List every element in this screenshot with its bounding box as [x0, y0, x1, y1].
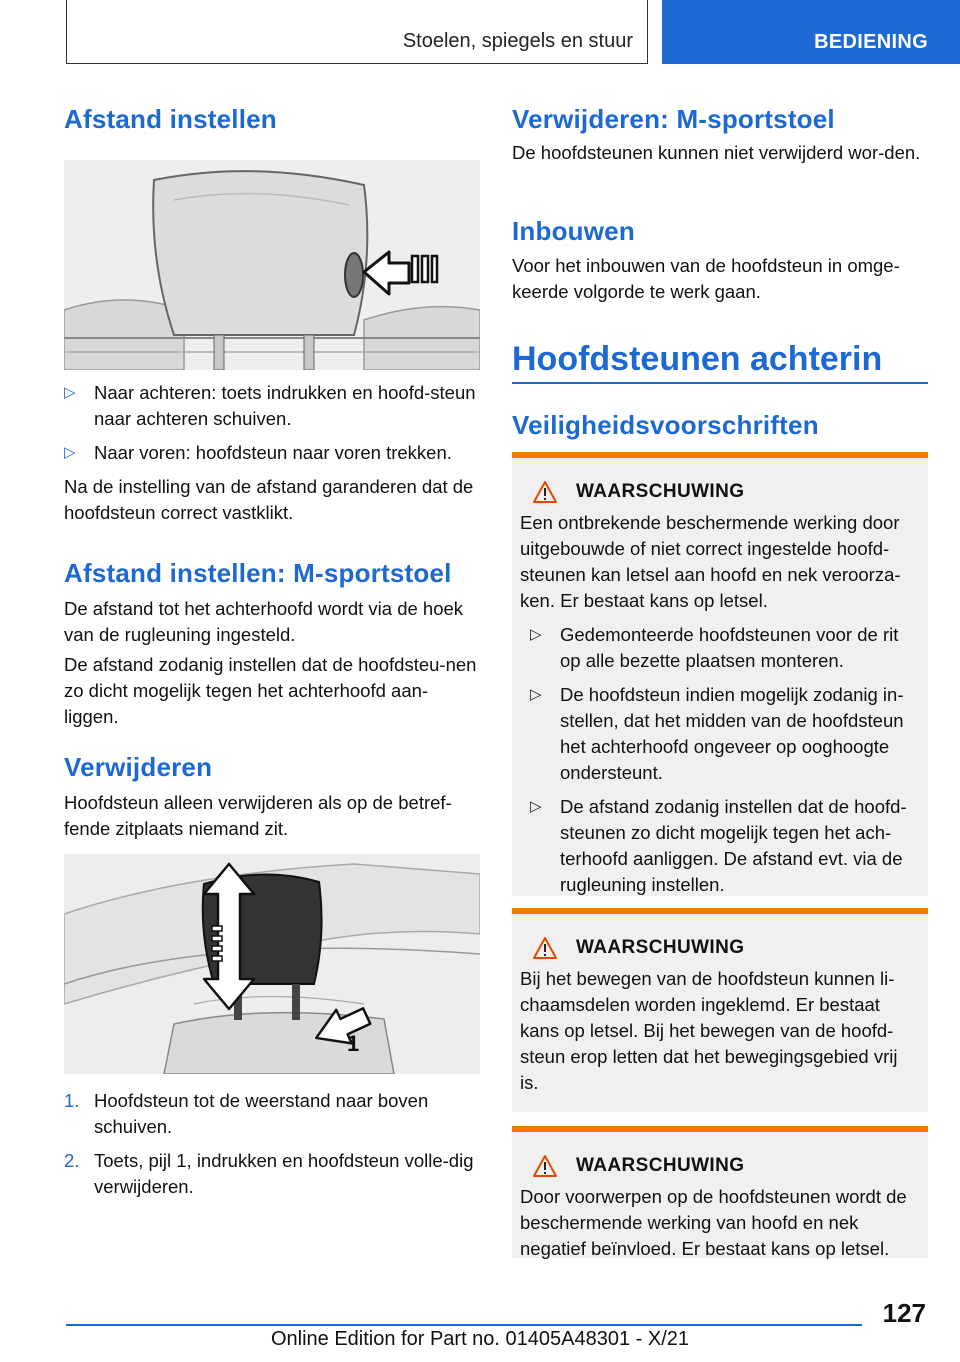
warning-text: Bij het bewegen van de hoofdsteun kunnen li-chaamsdelen worden ingeklemd. Er bestaat kans op letsel. Bij het bewegen van de hoofd-steun erop letten dat het bewegingsgebied vrij is. — [520, 968, 898, 1093]
list-item: 2. Toets, pijl 1, indrukken en hoofdsteun volle-dig verwijderen. — [64, 1150, 474, 1197]
list-item: 1. Hoofdsteun tot de weerstand naar boven schuiven. — [64, 1090, 429, 1137]
heading-distance: Afstand instellen — [64, 104, 277, 134]
warning-box-1 — [512, 452, 928, 896]
remove-msport-paragraph: De hoofdsteunen kunnen niet verwijderd wor-den. — [512, 142, 921, 163]
msport-paragraph-1: De afstand tot het achterhoofd wordt via de hoek van de rugleuning ingesteld. — [64, 598, 464, 645]
page-number: 127 — [882, 1298, 926, 1328]
list-item: ▷ Gedemonteerde hoofdsteunen voor de rit op alle bezette plaatsen monteren. — [530, 624, 899, 671]
triangle-bullet-icon: ▷ — [530, 798, 542, 815]
warning-box-3 — [512, 1126, 928, 1258]
footer-rule — [66, 1324, 862, 1326]
figure-headrest-distance — [64, 160, 480, 370]
warning-title: WAARSCHUWING — [576, 1155, 745, 1176]
heading-install: Inbouwen — [512, 216, 635, 246]
warning-title-row — [532, 936, 918, 960]
triangle-bullet-icon: ▷ — [64, 444, 76, 461]
heading-rear-headrests: Hoofdsteunen achterin — [512, 340, 883, 378]
warning-box-2 — [512, 908, 928, 1112]
list-item: ▷ De hoofdsteun indien mogelijk zodanig in-stellen, dat het midden van de hoofdsteun het achterhoofd ongeveer op ooghoogte ondersteunt. — [530, 684, 904, 783]
list-item: ▷ Naar voren: hoofdsteun naar voren trekken. — [64, 440, 480, 466]
list-item: ▷ De afstand zodanig instellen dat de hoofd-steunen zo dicht mogelijk tegen het ach-terhoofd aanliggen. De afstand evt. via de rugleuning instellen. — [530, 796, 907, 895]
heading-remove: Verwijderen — [64, 752, 213, 782]
msport-paragraph-2: De afstand zodanig instellen dat de hoofdsteu-nen zo dicht mogelijk tegen het achterhoofd aan-liggen. — [64, 654, 477, 727]
warning-title-row — [532, 1154, 918, 1178]
triangle-bullet-icon: ▷ — [64, 384, 76, 401]
distance-note: Na de instelling van de afstand garanderen dat de hoofdsteun correct vastklikt. — [64, 476, 474, 523]
triangle-bullet-icon: ▷ — [530, 626, 542, 643]
warning-title: WAARSCHUWING — [576, 937, 745, 958]
header-section-title: Stoelen, spiegels en stuur — [402, 30, 633, 52]
step-number: 1. — [64, 1090, 80, 1111]
warning-triangle-icon — [532, 480, 558, 504]
heading-remove-msport: Verwijderen: M-sportstoel — [512, 104, 835, 134]
warning-triangle-icon — [532, 1154, 558, 1178]
edition-footer: Online Edition for Part no. 01405A48301 - X/21 — [270, 1328, 690, 1350]
warning-text: Door voorwerpen op de hoofdsteunen wordt de beschermende werking van hoofd en nek negatief beïnvloed. Er bestaat kans op letsel. — [520, 1186, 907, 1259]
warning-title: WAARSCHUWING — [576, 481, 745, 502]
header-section-box — [66, 0, 648, 64]
remove-steps-list — [64, 1088, 480, 1208]
warning-text: Een ontbrekende beschermende werking door uitgebouwde of niet correct ingestelde hoofd-steunen kan letsel aan hoofd en nek veroorza-ken. Er bestaat kans op letsel. — [520, 512, 901, 611]
figure-headrest-remove — [64, 854, 480, 1074]
heading-safety: Veiligheidsvoorschriften — [512, 410, 819, 440]
header-chapter-tab[interactable] — [662, 0, 960, 64]
warning-triangle-icon — [532, 936, 558, 960]
warning-title-row — [532, 480, 918, 504]
install-paragraph: Voor het inbouwen van de hoofdsteun in omge-keerde volgorde te werk gaan. — [512, 255, 900, 302]
step-number: 2. — [64, 1150, 80, 1171]
heading-distance-msport: Afstand instellen: M-sportstoel — [64, 558, 452, 588]
figure-callout-label: 1 — [347, 1031, 360, 1056]
distance-steps-list — [64, 380, 480, 474]
remove-paragraph: Hoofdsteun alleen verwijderen als op de betref-fende zitplaats niemand zit. — [64, 792, 452, 839]
header-chapter-title: BEDIENING — [814, 31, 928, 53]
list-item: ▷ Naar achteren: toets indrukken en hoofd-steun naar achteren schuiven. — [64, 382, 476, 429]
warning-list — [530, 622, 918, 898]
heading-rule — [512, 382, 928, 384]
triangle-bullet-icon: ▷ — [530, 686, 542, 703]
